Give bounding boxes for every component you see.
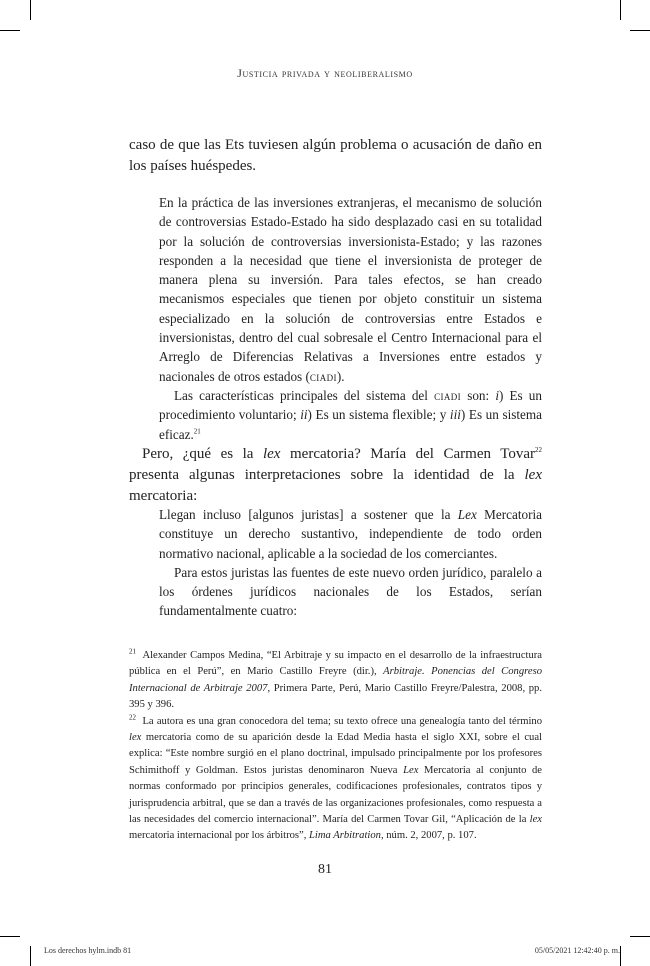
crop-mark: [630, 30, 650, 31]
print-slug-date: 05/05/2021 12:42:40 p. m.: [534, 946, 620, 955]
quote-paragraph: En la práctica de las inversiones extranjeras, el mecanismo de solución de controversias Estado-Estado ha sido desplazado casi en su totalidad por la solución de controversias inversionista-Estado; y las razones responden a la necesidad que tiene el inversionista de proteger de manera plena su inversión. Para tales efectos, se han creado mecanismos especiales que tienen por objeto constituir un sistema especializado en la solución de controversias entre Estados e inversionistas, dentro del cual sobresale el Centro Internacional para el Arreglo de Diferencias Relativas a Inversiones entre estados y nacionales de otros estados (ciadi).: [159, 195, 542, 384]
footnote-22: $^{22}$ La autora es una gran conocedora del tema; su texto ofrece una genealogía tanto del término lex mercatoria como de su aparición desde la Edad Media hasta el siglo XXI, sobre el cual explica: “Este nombre surgió en el plano doctrinal, impulsado principalmente por los profesores Schimithoff y Goldman. Estos juristas denominaron Nueva Lex Mercatoria al conjunto de normas conformado por principios generales, codificaciones profesionales, contratos tipos y jurisprudencia arbitral, que se dan a través de las organizaciones profesionales, como respuesta a las necesidades del comercio internacional”. María del Carmen Tovar Gil, “Aplicación de la lex mercatoria internacional por los árbitros”, Lima Arbitration, núm. 2, 2007, p. 107.: [129, 713, 543, 842]
quote-paragraph: Para estos juristas las fuentes de este nuevo orden jurídico, paralelo a los órdenes jurídicos nacionales de los Estados, serían fundamentalmente cuatro:: [159, 564, 542, 619]
crop-mark: [30, 946, 31, 966]
crop-mark: [630, 936, 650, 937]
crop-mark: [620, 946, 621, 966]
crop-mark: [30, 0, 31, 20]
running-header: Justicia privada y neoliberalismo: [237, 66, 413, 80]
body-paragraph: Pero, ¿qué es la lex mercatoria? María del Carmen Tovar$^{22}$ presenta algunas interpretaciones sobre la identidad de la lex mercatoria:: [129, 446, 542, 504]
footnote-number: 21: [129, 647, 136, 656]
footnote-ref[interactable]: 21: [193, 427, 201, 436]
print-slug-file: Los derechos hylm.indb 81: [44, 946, 132, 955]
acronym: ciadi: [309, 368, 337, 384]
footnotes: [129, 648, 542, 845]
body-paragraph: caso de que las Ets tuviesen algún problema o acusación de daño en los países huéspedes.: [129, 137, 542, 174]
crop-mark: [0, 30, 20, 31]
footnote-21: $^{21}$ Alexander Campos Medina, “El Arbitraje y su impacto en el desarrollo de la infraestructura pública en el Perú”, en Mario Castillo Freyre (dir.), Arbitraje. Ponencias del Congreso Internacional de Arbitraje 2007, Primera Parte, Perú, Mario Castillo Freyre/Palestra, 2008, pp. 395 y 396.: [129, 647, 542, 711]
page-number: 81: [318, 862, 332, 877]
footnote-number: 22: [129, 713, 136, 722]
acronym: ciadi: [434, 387, 462, 403]
crop-mark: [620, 0, 621, 20]
crop-mark: [0, 936, 20, 937]
quote-paragraph: Llegan incluso [algunos juristas] a sostener que la Lex Mercatoria constituye un derecho sustantivo, independiente de todo orden normativo nacional, aplicable a la sociedad de los comerciantes.: [159, 507, 543, 561]
footnote-ref[interactable]: 22: [535, 446, 542, 454]
quote-paragraph: Las características principales del sistema del ciadi son: i) Es un procedimiento voluntario; ii) Es un sistema flexible; y iii) Es un sistema eficaz.$^{21}$: [159, 387, 543, 442]
block-quote: [159, 193, 542, 444]
block-quote: [159, 505, 542, 621]
